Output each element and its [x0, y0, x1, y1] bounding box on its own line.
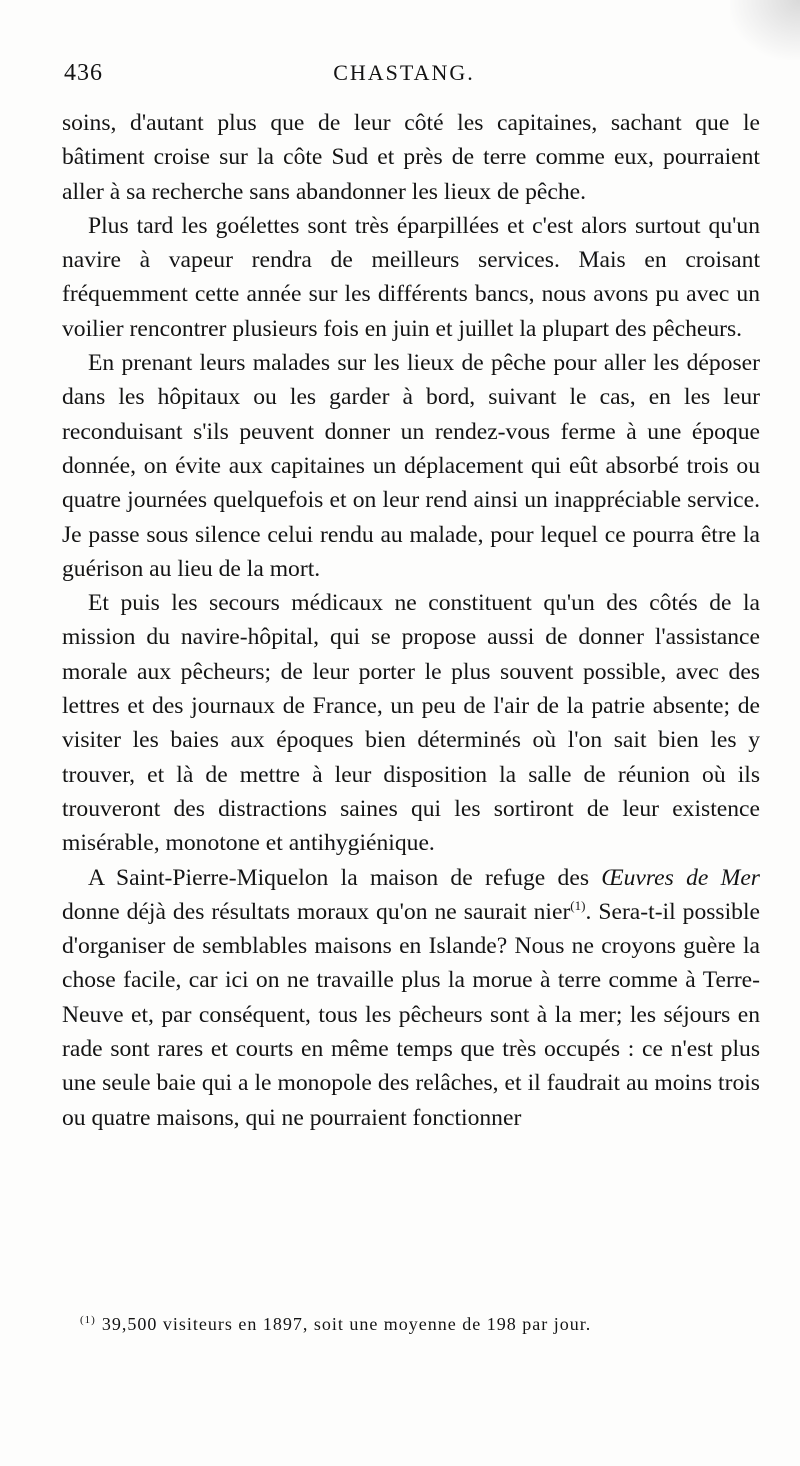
paragraph-text: donne déjà des résultats moraux qu'on ne saurait nier — [62, 898, 571, 925]
page-corner-smudge — [730, 0, 800, 60]
paragraph: Plus tard les goélettes sont très éparpillées et c'est alors surtout qu'un navire à vapeur rendra de meilleurs services. Mais en croisant fréquemment cette année sur les différents bancs, nous avons pu avec un voilier rencontrer plusieurs fois en juin et juillet la plupart des pêcheurs. — [62, 212, 760, 342]
paragraph-text: . Sera-t-il possible d'organiser de semblables maisons en Islande? Nous ne croyons guère la chose facile, car ici on ne travaille plus la morue à terre comme à Terre-Neuve et, par conséquent, tous les pêcheurs sont à la mer; les séjours en rade sont rares et courts en même temps que très occupés : ce n'est plus une seule baie qui a le monopole des relâches, et il faudrait au moins trois ou quatre maisons, qui ne pourraient fonctionner — [62, 898, 760, 1131]
footnote-reference: (1) — [570, 897, 586, 913]
body-text — [62, 106, 760, 1135]
running-head: CHASTANG. — [333, 60, 475, 85]
paragraph-text: A Saint-Pierre-Miquelon la maison de refuge des — [88, 864, 602, 891]
paragraph: En prenant leurs malades sur les lieux de pêche pour aller les déposer dans les hôpitaux ou les garder à bord, suivant le cas, en les leur reconduisant s'ils peuvent donner un rendez-vous ferme à une époque donnée, on évite aux capitaines un déplacement qui eût absorbé trois ou quatre journées quelquefois et on leur rend ainsi un inappréciable service. Je passe sous silence celui rendu au malade, pour lequel ce pourra être la guérison au lieu de la mort. — [62, 350, 760, 582]
page-header — [64, 60, 744, 100]
paragraph: soins, d'autant plus que de leur côté les capitaines, sachant que le bâtiment croise sur la côte Sud et près de terre comme eux, pourraient aller à sa recherche sans abandonner les lieux de pêche. — [62, 110, 760, 205]
italic-title: Œuvres de Mer — [601, 864, 760, 891]
footnote-mark: (1) — [80, 1314, 96, 1326]
paragraph: Et puis les secours médicaux ne constituent qu'un des côtés de la mission du navire-hôpital, qui se propose aussi de donner l'assistance morale aux pêcheurs; de leur porter le plus souvent possible, avec des lettres et des journaux de France, un peu de l'air de la patrie absente; de visiter les baies aux époques bien déterminés où l'on sait bien les y trouver, et là de mettre à leur disposition la salle de réunion où ils trouveront des distractions saines qui les sortiront de leur existence misérable, monotone et antihygiénique. — [62, 590, 760, 857]
footnote — [80, 1314, 720, 1335]
footnote-text: 39,500 visiteurs en 1897, soit une moyenne de 198 par jour. — [101, 1314, 592, 1334]
paragraph — [62, 861, 760, 1135]
page-number: 436 — [64, 60, 103, 86]
